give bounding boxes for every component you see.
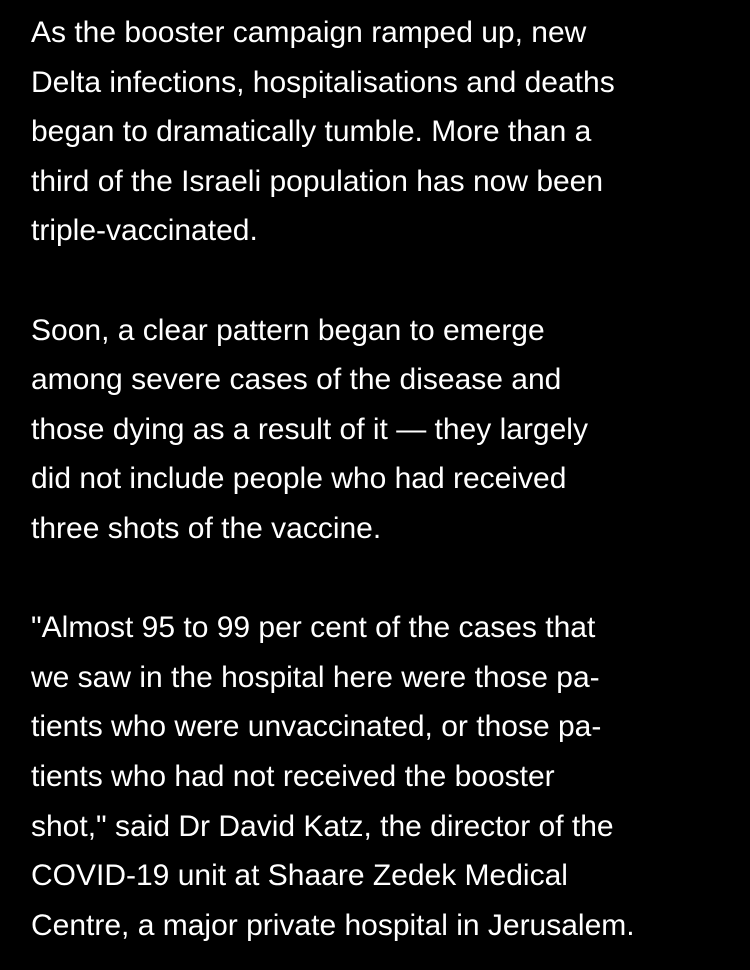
text-line: third of the Israeli population has now been [31,164,604,198]
text-line: tients who had not received the booster [31,759,555,793]
text-line: among severe cases of the disease and [31,363,562,397]
text-line: COVID-19 unit at Shaare Zedek Medical [31,859,568,893]
paragraph-quote-katz [31,603,731,950]
text-line: did not include people who had received [31,462,567,496]
text-line: three shots of the vaccine. [31,511,382,545]
text-line: "Almost 95 to 99 per cent of the cases that [31,611,596,645]
paragraph-pattern-emerge [31,306,731,554]
text-line: Soon, a clear pattern began to emerge [31,313,545,347]
text-line: we saw in the hospital here were those pa- [31,660,600,694]
text-line: Centre, a major private hospital in Jerusalem. [31,908,635,942]
text-line: shot," said Dr David Katz, the director of the [31,809,614,843]
text-line: Delta infections, hospitalisations and deaths [31,65,615,99]
text-line: triple-vaccinated. [31,214,258,248]
text-line: those dying as a result of it — they largely [31,412,588,446]
article-body [31,8,731,950]
text-line: As the booster campaign ramped up, new [31,16,587,49]
text-line: tients who were unvaccinated, or those pa- [31,710,602,744]
paragraph-booster-campaign [31,8,731,256]
text-line: began to dramatically tumble. More than a [31,115,592,149]
